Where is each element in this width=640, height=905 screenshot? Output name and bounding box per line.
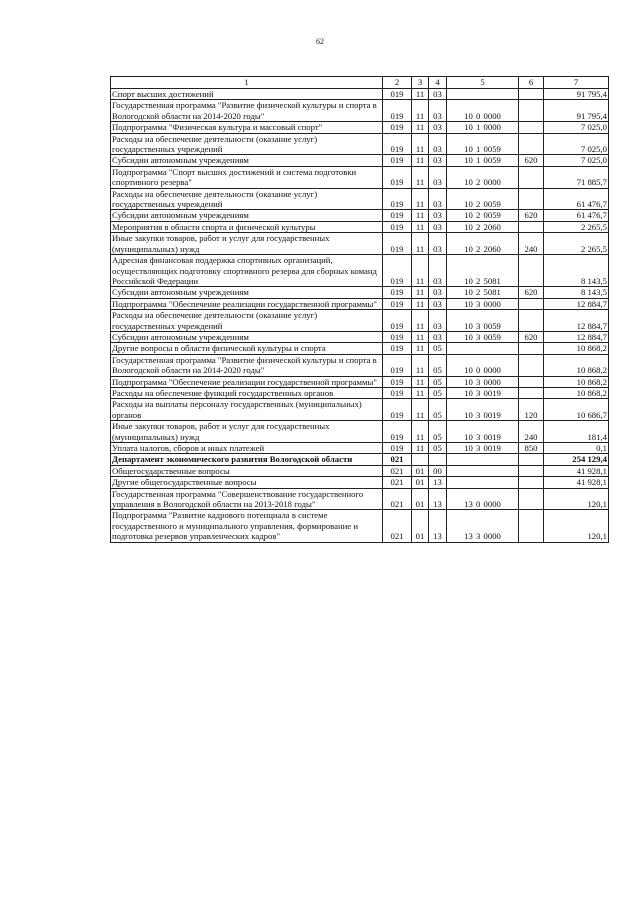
section-code-cell: 11 <box>412 343 429 354</box>
subsection-code-cell: 03 <box>429 310 447 332</box>
section-code-cell <box>412 454 429 465</box>
section-code-cell: 01 <box>412 477 429 488</box>
item-name-cell: Мероприятия в области спорта и физической культуры <box>111 221 383 232</box>
table-row <box>111 454 609 465</box>
target-article-code-cell: 10 3 0000 <box>447 298 519 309</box>
column-header: 2 <box>383 77 412 89</box>
ministry-code-cell: 019 <box>383 188 412 210</box>
ministry-code-cell: 021 <box>383 488 412 510</box>
section-code-cell: 11 <box>412 221 429 232</box>
target-article-code-cell: 10 2 5081 <box>447 255 519 287</box>
item-name-cell: Иные закупки товаров, работ и услуг для государственных (муниципальных) нужд <box>111 421 383 443</box>
item-name-cell: Спорт высших достижений <box>111 89 383 100</box>
item-name-cell: Подпрограмма "Развитие кадрового потенциала в системе государственного и муниципального управления, формирование и подготовка резервов управленческих кадров" <box>111 510 383 542</box>
amount-cell: 7 025,0 <box>544 155 609 166</box>
section-code-cell: 11 <box>412 89 429 100</box>
amount-cell: 7 025,0 <box>544 122 609 133</box>
column-header: 3 <box>412 77 429 89</box>
section-code-cell: 11 <box>412 122 429 133</box>
target-article-code-cell: 10 2 2060 <box>447 221 519 232</box>
column-header: 7 <box>544 77 609 89</box>
amount-cell: 41 928,1 <box>544 477 609 488</box>
amount-cell: 8 143,5 <box>544 255 609 287</box>
ministry-code-cell: 019 <box>383 255 412 287</box>
subsection-code-cell: 03 <box>429 133 447 155</box>
item-name-cell: Расходы на выплаты персоналу государственных (муниципальных) органов <box>111 399 383 421</box>
subsection-code-cell: 13 <box>429 488 447 510</box>
target-article-code-cell <box>447 477 519 488</box>
section-code-cell: 11 <box>412 287 429 298</box>
expense-type-code-cell: 620 <box>519 210 544 221</box>
item-name-cell: Государственная программа "Развитие физической культуры и спорта в Вологодской области на 2014-2020 годы" <box>111 100 383 122</box>
column-header: 1 <box>111 77 383 89</box>
ministry-code-cell: 021 <box>383 477 412 488</box>
table-row <box>111 310 609 332</box>
section-code-cell: 11 <box>412 255 429 287</box>
ministry-code-cell: 019 <box>383 443 412 454</box>
subsection-code-cell: 03 <box>429 100 447 122</box>
subsection-code-cell: 05 <box>429 376 447 387</box>
expense-type-code-cell <box>519 166 544 188</box>
amount-cell: 2 265,5 <box>544 233 609 255</box>
section-code-cell: 01 <box>412 510 429 542</box>
item-name-cell: Другие вопросы в области физической культуры и спорта <box>111 343 383 354</box>
item-name-cell: Государственная программа "Развитие физической культуры и спорта в Вологодской области на 2014-2020 годы" <box>111 354 383 376</box>
subsection-code-cell: 05 <box>429 343 447 354</box>
item-name-cell: Расходы на обеспечение деятельности (оказание услуг) государственных учреждений <box>111 133 383 155</box>
subsection-code-cell: 03 <box>429 155 447 166</box>
section-code-cell: 01 <box>412 465 429 476</box>
table-row <box>111 465 609 476</box>
target-article-code-cell <box>447 343 519 354</box>
amount-cell: 120,1 <box>544 510 609 542</box>
column-header: 5 <box>447 77 519 89</box>
amount-cell: 181,4 <box>544 421 609 443</box>
target-article-code-cell: 13 3 0000 <box>447 510 519 542</box>
item-name-cell: Расходы на обеспечение деятельности (оказание услуг) государственных учреждений <box>111 310 383 332</box>
target-article-code-cell: 10 1 0059 <box>447 155 519 166</box>
expense-type-code-cell: 850 <box>519 443 544 454</box>
ministry-code-cell: 019 <box>383 166 412 188</box>
target-article-code-cell <box>447 89 519 100</box>
ministry-code-cell: 019 <box>383 399 412 421</box>
expense-type-code-cell <box>519 122 544 133</box>
table-row <box>111 477 609 488</box>
expense-type-code-cell <box>519 100 544 122</box>
target-article-code-cell: 10 3 0019 <box>447 387 519 398</box>
target-article-code-cell <box>447 454 519 465</box>
section-code-cell: 11 <box>412 376 429 387</box>
ministry-code-cell: 019 <box>383 354 412 376</box>
table-row <box>111 421 609 443</box>
subsection-code-cell <box>429 454 447 465</box>
table-row <box>111 488 609 510</box>
section-code-cell: 11 <box>412 100 429 122</box>
ministry-code-cell: 019 <box>383 100 412 122</box>
column-header: 4 <box>429 77 447 89</box>
amount-cell: 10 686,7 <box>544 399 609 421</box>
target-article-code-cell: 10 3 0000 <box>447 376 519 387</box>
subsection-code-cell: 05 <box>429 421 447 443</box>
ministry-code-cell: 019 <box>383 89 412 100</box>
target-article-code-cell: 10 2 5081 <box>447 287 519 298</box>
amount-cell: 254 129,4 <box>544 454 609 465</box>
expense-type-code-cell: 620 <box>519 155 544 166</box>
table-row <box>111 443 609 454</box>
ministry-code-cell: 021 <box>383 454 412 465</box>
subsection-code-cell: 03 <box>429 331 447 342</box>
ministry-code-cell: 019 <box>383 376 412 387</box>
expense-type-code-cell: 120 <box>519 399 544 421</box>
expense-type-code-cell <box>519 454 544 465</box>
amount-cell: 10 868,2 <box>544 376 609 387</box>
amount-cell: 10 868,2 <box>544 387 609 398</box>
amount-cell: 91 795,4 <box>544 100 609 122</box>
subsection-code-cell: 03 <box>429 255 447 287</box>
amount-cell: 71 885,7 <box>544 166 609 188</box>
amount-cell: 0,1 <box>544 443 609 454</box>
table-row <box>111 155 609 166</box>
ministry-code-cell: 019 <box>383 233 412 255</box>
column-header: 6 <box>519 77 544 89</box>
budget-table <box>110 76 609 543</box>
target-article-code-cell: 10 1 0000 <box>447 122 519 133</box>
ministry-code-cell: 019 <box>383 343 412 354</box>
amount-cell: 8 143,5 <box>544 287 609 298</box>
target-article-code-cell: 10 3 0059 <box>447 310 519 332</box>
section-code-cell: 11 <box>412 331 429 342</box>
expense-type-code-cell <box>519 221 544 232</box>
table-row <box>111 89 609 100</box>
item-name-cell: Адресная финансовая поддержка спортивных организаций, осуществляющих подготовку спортивного резерва для сборных команд Российской Федерации <box>111 255 383 287</box>
expense-type-code-cell <box>519 343 544 354</box>
target-article-code-cell: 10 1 0059 <box>447 133 519 155</box>
section-code-cell: 11 <box>412 421 429 443</box>
column-number-row <box>111 77 609 89</box>
ministry-code-cell: 019 <box>383 331 412 342</box>
item-name-cell: Общегосударственные вопросы <box>111 465 383 476</box>
ministry-code-cell: 019 <box>383 122 412 133</box>
subsection-code-cell: 05 <box>429 399 447 421</box>
target-article-code-cell <box>447 465 519 476</box>
ministry-code-cell: 019 <box>383 421 412 443</box>
item-name-cell: Субсидии автономным учреждениям <box>111 331 383 342</box>
item-name-cell: Уплата налогов, сборов и иных платежей <box>111 443 383 454</box>
target-article-code-cell: 10 3 0019 <box>447 443 519 454</box>
amount-cell: 61 476,7 <box>544 188 609 210</box>
expense-type-code-cell <box>519 376 544 387</box>
subsection-code-cell: 05 <box>429 387 447 398</box>
section-code-cell: 11 <box>412 310 429 332</box>
section-code-cell: 11 <box>412 399 429 421</box>
subsection-code-cell: 03 <box>429 89 447 100</box>
subsection-code-cell: 03 <box>429 188 447 210</box>
amount-cell: 120,1 <box>544 488 609 510</box>
table-row <box>111 100 609 122</box>
table-row <box>111 166 609 188</box>
ministry-code-cell: 019 <box>383 133 412 155</box>
item-name-cell: Другие общегосударственные вопросы <box>111 477 383 488</box>
subsection-code-cell: 03 <box>429 298 447 309</box>
expense-type-code-cell <box>519 89 544 100</box>
expense-type-code-cell: 620 <box>519 331 544 342</box>
subsection-code-cell: 03 <box>429 210 447 221</box>
ministry-code-cell: 019 <box>383 155 412 166</box>
ministry-code-cell: 021 <box>383 510 412 542</box>
target-article-code-cell: 13 0 0000 <box>447 488 519 510</box>
amount-cell: 12 884,7 <box>544 331 609 342</box>
item-name-cell: Субсидии автономным учреждениям <box>111 287 383 298</box>
subsection-code-cell: 03 <box>429 221 447 232</box>
item-name-cell: Департамент экономического развития Вологодской области <box>111 454 383 465</box>
ministry-code-cell: 019 <box>383 210 412 221</box>
expense-type-code-cell <box>519 133 544 155</box>
item-name-cell: Расходы на обеспечение функций государственных органов <box>111 387 383 398</box>
amount-cell: 2 265,5 <box>544 221 609 232</box>
item-name-cell: Субсидии автономным учреждениям <box>111 155 383 166</box>
item-name-cell: Государственная программа "Совершенствование государственного управления в Вологодской области на 2013-2018 годы" <box>111 488 383 510</box>
table-row <box>111 255 609 287</box>
item-name-cell: Подпрограмма "Спорт высших достижений и система подготовки спортивного резерва" <box>111 166 383 188</box>
table-row <box>111 188 609 210</box>
subsection-code-cell: 13 <box>429 510 447 542</box>
item-name-cell: Иные закупки товаров, работ и услуг для государственных (муниципальных) нужд <box>111 233 383 255</box>
section-code-cell: 11 <box>412 443 429 454</box>
table-row <box>111 221 609 232</box>
expense-type-code-cell <box>519 188 544 210</box>
subsection-code-cell: 03 <box>429 166 447 188</box>
item-name-cell: Подпрограмма "Физическая культура и массовый спорт" <box>111 122 383 133</box>
amount-cell: 10 868,2 <box>544 343 609 354</box>
section-code-cell: 11 <box>412 155 429 166</box>
table-row <box>111 343 609 354</box>
amount-cell: 12 884,7 <box>544 310 609 332</box>
amount-cell: 41 928,1 <box>544 465 609 476</box>
expense-type-code-cell <box>519 465 544 476</box>
target-article-code-cell: 10 2 2060 <box>447 233 519 255</box>
item-name-cell: Подпрограмма "Обеспечение реализации государственной программы" <box>111 376 383 387</box>
target-article-code-cell: 10 2 0000 <box>447 166 519 188</box>
section-code-cell: 01 <box>412 488 429 510</box>
expense-type-code-cell <box>519 310 544 332</box>
amount-cell: 7 025,0 <box>544 133 609 155</box>
item-name-cell: Субсидии автономным учреждениям <box>111 210 383 221</box>
ministry-code-cell: 019 <box>383 221 412 232</box>
expense-type-code-cell <box>519 354 544 376</box>
subsection-code-cell: 00 <box>429 465 447 476</box>
expense-type-code-cell: 620 <box>519 287 544 298</box>
table-row <box>111 399 609 421</box>
table-body <box>111 89 609 543</box>
table-row <box>111 233 609 255</box>
expense-type-code-cell <box>519 255 544 287</box>
section-code-cell: 11 <box>412 210 429 221</box>
item-name-cell: Подпрограмма "Обеспечение реализации государственной программы" <box>111 298 383 309</box>
table-row <box>111 298 609 309</box>
subsection-code-cell: 05 <box>429 354 447 376</box>
target-article-code-cell: 10 3 0019 <box>447 399 519 421</box>
subsection-code-cell: 03 <box>429 287 447 298</box>
table-row <box>111 376 609 387</box>
table-row <box>111 122 609 133</box>
expense-type-code-cell <box>519 387 544 398</box>
expense-type-code-cell: 240 <box>519 233 544 255</box>
target-article-code-cell: 10 2 0059 <box>447 210 519 221</box>
subsection-code-cell: 13 <box>429 477 447 488</box>
expense-type-code-cell <box>519 477 544 488</box>
section-code-cell: 11 <box>412 166 429 188</box>
section-code-cell: 11 <box>412 233 429 255</box>
table-row <box>111 287 609 298</box>
amount-cell: 91 795,4 <box>544 89 609 100</box>
target-article-code-cell: 10 3 0019 <box>447 421 519 443</box>
section-code-cell: 11 <box>412 354 429 376</box>
section-code-cell: 11 <box>412 133 429 155</box>
table-row <box>111 387 609 398</box>
expense-type-code-cell <box>519 298 544 309</box>
subsection-code-cell: 05 <box>429 443 447 454</box>
ministry-code-cell: 019 <box>383 310 412 332</box>
ministry-code-cell: 019 <box>383 387 412 398</box>
table-row <box>111 331 609 342</box>
amount-cell: 12 884,7 <box>544 298 609 309</box>
expense-type-code-cell <box>519 488 544 510</box>
target-article-code-cell: 10 3 0059 <box>447 331 519 342</box>
amount-cell: 61 476,7 <box>544 210 609 221</box>
expense-type-code-cell <box>519 510 544 542</box>
target-article-code-cell: 10 2 0059 <box>447 188 519 210</box>
table-row <box>111 510 609 542</box>
section-code-cell: 11 <box>412 387 429 398</box>
item-name-cell: Расходы на обеспечение деятельности (оказание услуг) государственных учреждений <box>111 188 383 210</box>
table-row <box>111 133 609 155</box>
table-row <box>111 354 609 376</box>
subsection-code-cell: 03 <box>429 122 447 133</box>
section-code-cell: 11 <box>412 188 429 210</box>
section-code-cell: 11 <box>412 298 429 309</box>
subsection-code-cell: 03 <box>429 233 447 255</box>
ministry-code-cell: 019 <box>383 287 412 298</box>
expense-type-code-cell: 240 <box>519 421 544 443</box>
target-article-code-cell: 10 0 0000 <box>447 100 519 122</box>
amount-cell: 10 868,2 <box>544 354 609 376</box>
table-row <box>111 210 609 221</box>
ministry-code-cell: 021 <box>383 465 412 476</box>
page-number: 62 <box>316 37 324 46</box>
target-article-code-cell: 10 0 0000 <box>447 354 519 376</box>
ministry-code-cell: 019 <box>383 298 412 309</box>
